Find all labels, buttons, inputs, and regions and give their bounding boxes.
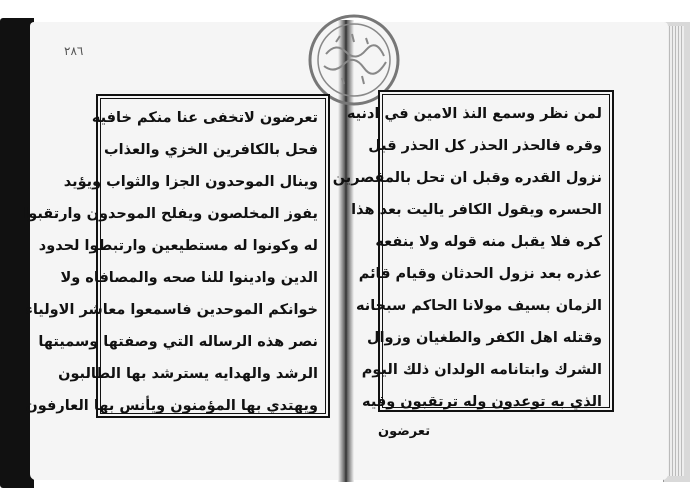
text-line: الرشد والهدايه يسترشد بها الطالبون bbox=[58, 366, 318, 382]
page-number: ۲۸٦ bbox=[64, 44, 84, 58]
text-line: نصر هذه الرساله التي وصفتها وسميتها bbox=[38, 334, 318, 350]
text-line: الشرك وابتانامه الولدان ذلك اليوم bbox=[361, 362, 602, 378]
text-line: كره فلا يقبل منه قوله ولا ينفعه bbox=[375, 234, 602, 250]
right-text-block bbox=[332, 90, 614, 412]
text-line: الزمان بسيف مولانا الحاكم سبحانه bbox=[356, 298, 602, 314]
text-line: تعرضون لاتخفى عنا منكم خافيه bbox=[91, 110, 318, 126]
text-line: وقره فالحذر الحذر كل الحذر قبل bbox=[368, 138, 602, 154]
catchword: تعرضون bbox=[378, 424, 431, 439]
text-line: لمن نظر وسمع النذ الامين في ادنيه bbox=[346, 106, 602, 122]
text-line: وقتله اهل الكفر والطغيان وزوال bbox=[366, 330, 602, 346]
text-line: يفوز المخلصون ويفلح الموحدون وارتقبوا bbox=[23, 206, 318, 222]
page-edges bbox=[666, 26, 684, 476]
text-line: وينال الموحدون الجزا والثواب ويؤيد bbox=[63, 174, 318, 190]
text-line: له وكونوا له مستطيعين وارتبطوا لحدود bbox=[38, 238, 318, 254]
left-text-block bbox=[23, 94, 330, 418]
text-line: عذره بعد نزول الحدثان وقيام قائم bbox=[358, 266, 602, 282]
text-line: الدين وادينوا للنا صحه والمصافاه ولا bbox=[60, 270, 318, 286]
text-line: الذي به توعدون وله ترتقبون وفيه bbox=[362, 394, 602, 410]
text-line: الحسره ويقول الكافر ياليت بعد هذا bbox=[351, 202, 602, 218]
text-line: ويهتدي بها المؤمنون ويأنس بها العارفون bbox=[25, 398, 318, 414]
text-line: فحل بالكافرين الخزي والعذاب bbox=[104, 142, 318, 158]
text-line: نزول القدره وقبل ان تحل بالمقصرين bbox=[332, 170, 602, 186]
text-line: خوانكم الموحدين فاسمعوا معاشر الاولياء bbox=[25, 302, 318, 318]
